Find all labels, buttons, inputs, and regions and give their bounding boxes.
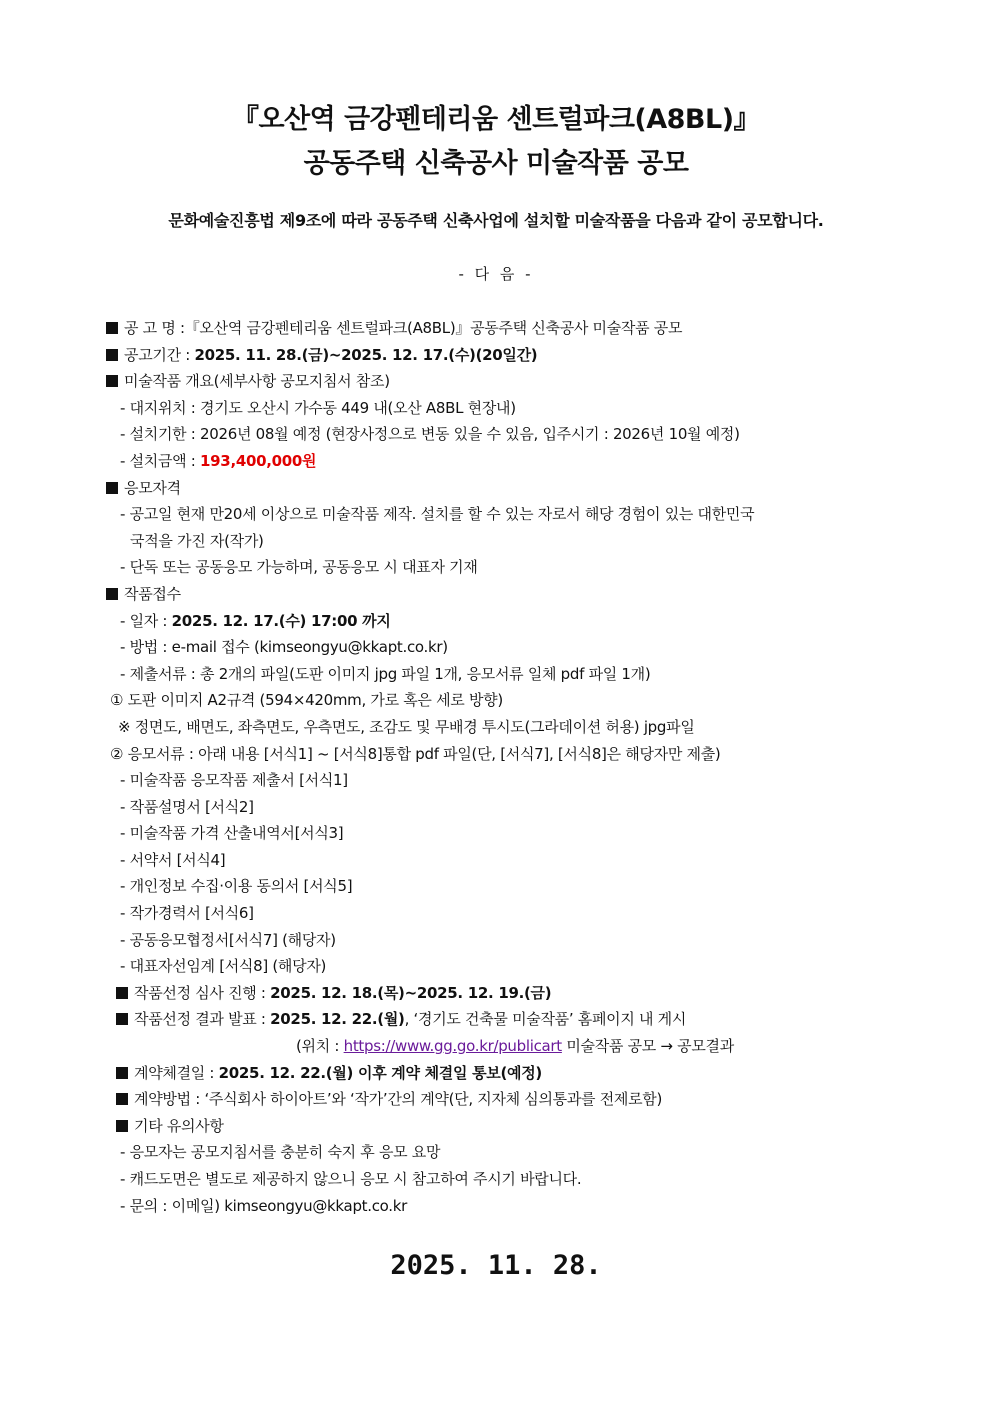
form-item: - 대표자선임계 [서식8] (해당자) xyxy=(120,957,327,976)
contract-date-row: 계약체결일 : 2025. 12. 22.(월) 이후 계약 체결일 통보(예정) xyxy=(106,1060,966,1087)
submission-date-value: 2025. 12. 17.(수) 17:00 까지 xyxy=(171,611,391,630)
form-item: - 작가경력서 [서식6] xyxy=(120,904,254,923)
square-bullet-icon xyxy=(116,1067,128,1079)
square-bullet-icon xyxy=(106,482,118,494)
square-bullet-icon xyxy=(106,349,118,361)
square-bullet-icon xyxy=(106,375,118,387)
form-item: - 서약서 [서식4] xyxy=(120,850,226,869)
title-line-2: 공동주택 신축공사 미술작품 공모 xyxy=(303,148,689,179)
other-line-2: - 캐드도면은 별도로 제공하지 않으니 응모 시 참고하여 주시기 바랍니다. xyxy=(120,1170,582,1188)
title-line-1: 『오산역 금강펜테리움 센트럴파크(A8BL)』 xyxy=(231,104,761,135)
intro-text: 문화예술진흥법 제9조에 따라 공동주택 신축사업에 설치할 미술작품을 다음과 같이 공모합니다. xyxy=(168,211,824,230)
square-bullet-icon xyxy=(116,1093,128,1105)
overview-deadline: - 설치기한 : 2026년 08월 예정 (현장사정으로 변동 있을 수 있음, 입주시기 : 2026년 10월 예정) xyxy=(120,425,740,444)
other-line-3: - 문의 : 이메일) kimseongyu@kkapt.co.kr xyxy=(120,1196,407,1215)
overview-header: 미술작품 개요(세부사항 공모지침서 참조) xyxy=(106,368,966,395)
submission-documents: - 제출서류 : 총 2개의 파일(도판 이미지 jpg 파일 1개, 응모서류 일체 pdf 파일 1개) xyxy=(120,664,651,683)
notice-date: 2025. 11. 28. xyxy=(390,1250,602,1281)
form-item: - 미술작품 가격 산출내역서[서식3] xyxy=(120,824,344,843)
announce-row: 작품선정 결과 발표 : 2025. 12. 22.(월), ‘경기도 건축물 미술작품’ 홈페이지 내 게시 xyxy=(106,1006,966,1033)
publicart-link[interactable]: https://www.gg.go.kr/publicart xyxy=(343,1037,562,1056)
form-item: - 공동응모협정서[서식7] (해당자) xyxy=(120,930,336,949)
submission-method: - 방법 : e-mail 접수 (kimseongyu@kkapt.co.kr) xyxy=(120,638,448,657)
form-item: - 미술작품 응모작품 제출서 [서식1] xyxy=(120,771,348,790)
amount-label: - 설치금액 : xyxy=(120,451,201,470)
contract-method-row: 계약방법 : ‘주식회사 하이아트’와 ‘작가’간의 계약(단, 지자체 심의통과를 전제로함) xyxy=(106,1086,966,1113)
overview-site: - 대지위치 : 경기도 오산시 가수동 449 내(오산 A8BL 현장내) xyxy=(120,398,516,417)
form-item: - 작품설명서 [서식2] xyxy=(120,797,254,816)
submission-note: ※ 정면도, 배면도, 좌측면도, 우측면도, 조감도 및 무배경 투시도(그라데이션 허용) jpg파일 xyxy=(118,717,695,736)
submission-date: - 일자 : 2025. 12. 17.(수) 17:00 까지 xyxy=(120,611,391,630)
submission-item-1: ① 도판 이미지 A2규격 (594×420mm, 가로 혹은 세로 방향) xyxy=(110,691,503,710)
announce-value: 2025. 12. 22.(월) xyxy=(270,1010,405,1029)
square-bullet-icon xyxy=(116,987,128,999)
notice-period-row xyxy=(106,342,966,369)
notice-period-label: 공고기간 : xyxy=(124,345,195,364)
notice-body xyxy=(106,315,966,1219)
notice-name-row xyxy=(106,315,966,342)
contract-date-value: 2025. 12. 22.(월) 이후 계약 체결일 통보(예정) xyxy=(218,1063,542,1082)
submission-item-2: ② 응모서류 : 아래 내용 [서식1] ~ [서식8]통합 pdf 파일(단, [서식7], [서식8]은 해당자만 제출) xyxy=(110,744,721,763)
review-row: 작품선정 심사 진행 : 2025. 12. 18.(목)~2025. 12. 19.(금) xyxy=(106,980,966,1007)
form-item: - 개인정보 수집·이용 동의서 [서식5] xyxy=(120,877,353,896)
amount-value: 193,400,000원 xyxy=(200,451,317,470)
square-bullet-icon xyxy=(106,588,118,600)
notice-name-label: 공 고 명 : xyxy=(124,319,185,337)
eligibility-line-1: - 공고일 현재 만20세 이상으로 미술작품 제작. 설치를 할 수 있는 자로서 해당 경험이 있는 대한민국 xyxy=(120,505,755,524)
separator: - 다 음 - xyxy=(458,265,534,283)
notice-period-value: 2025. 11. 28.(금)~2025. 12. 17.(수)(20일간) xyxy=(194,345,538,364)
square-bullet-icon xyxy=(116,1120,128,1132)
eligibility-header: 응모자격 xyxy=(106,475,966,502)
overview-amount xyxy=(106,448,966,475)
other-line-1: - 응모자는 공모지침서를 충분히 숙지 후 응모 요망 xyxy=(120,1143,441,1162)
square-bullet-icon xyxy=(116,1013,128,1025)
review-value: 2025. 12. 18.(목)~2025. 12. 19.(금) xyxy=(270,983,552,1002)
eligibility-line-2: 국적을 가진 자(작가) xyxy=(130,531,264,550)
notice-name-value: 『오산역 금강펜테리움 센트럴파크(A8BL)』공동주택 신축공사 미술작품 공모 xyxy=(184,319,683,337)
announce-location: (위치 : https://www.gg.go.kr/publicart 미술작품 공모 → 공모결과 xyxy=(296,1037,734,1056)
eligibility-line-3: - 단독 또는 공동응모 가능하며, 공동응모 시 대표자 기재 xyxy=(120,558,478,577)
square-bullet-icon xyxy=(106,322,118,334)
other-header: 기타 유의사항 xyxy=(106,1113,966,1140)
submission-header: 작품접수 xyxy=(106,581,966,608)
